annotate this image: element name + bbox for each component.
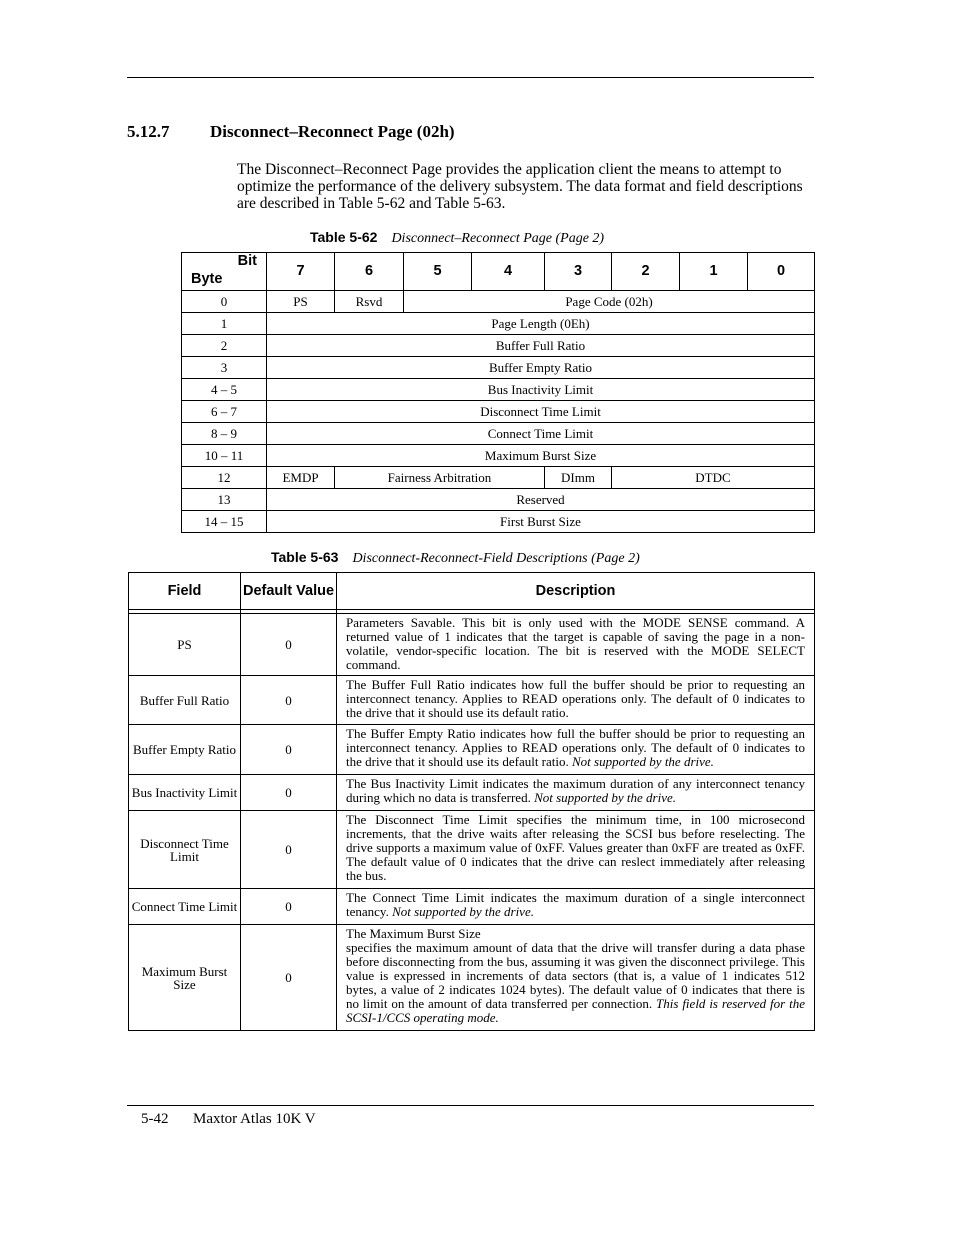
field-name: Connect Time Limit: [129, 889, 241, 925]
description-note: Not supported by the drive.: [534, 790, 676, 805]
table-row: [182, 291, 815, 313]
field-name: Buffer Empty Ratio: [129, 725, 241, 775]
table-63-label: Table 5-63: [271, 549, 339, 565]
description-note: Not supported by the drive.: [392, 904, 534, 919]
table-row: [182, 511, 815, 533]
bit-1: 1: [680, 253, 748, 291]
table-row: [129, 614, 815, 676]
description-text: The Connect Time Limit indicates the maximum duration of a single interconnect tenancy.: [346, 890, 805, 919]
header-row: [129, 573, 815, 610]
description-text: Parameters Savable. This bit is only used with the MODE SENSE command. A returned value of 1 indicates that the target is capable of saving the page in a non-volatile, vendor-specific location. The bit is reserved with the MODE SELECT command.: [346, 615, 805, 672]
header-rule: [127, 77, 814, 78]
description-note: This field is reserved for the SCSI-1/CCS operating mode.: [346, 996, 805, 1025]
byte-cell: 4 – 5: [182, 379, 267, 401]
table-row: [182, 489, 815, 511]
description-note: Not supported by the drive.: [572, 754, 714, 769]
field-name: Bus Inactivity Limit: [129, 775, 241, 811]
byte-cell: 1: [182, 313, 267, 335]
table-63-caption: [271, 549, 640, 567]
table-row: [182, 313, 815, 335]
table-row: [182, 335, 815, 357]
description-header: Description: [337, 573, 815, 610]
field-cell: Connect Time Limit: [267, 423, 815, 445]
bit-byte-corner: [182, 253, 267, 291]
table-row: [182, 423, 815, 445]
byte-cell: 0: [182, 291, 267, 313]
table-row: [182, 379, 815, 401]
byte-cell: 8 – 9: [182, 423, 267, 445]
ps-cell: PS: [267, 291, 335, 313]
table-row: [129, 811, 815, 889]
description-text: The Bus Inactivity Limit indicates the maximum duration of any interconnect tenancy during which no data is transferred.: [346, 776, 805, 805]
table-62-title: Disconnect–Reconnect Page (Page 2): [391, 231, 605, 246]
field-header: Field: [129, 573, 241, 610]
bit-5: 5: [404, 253, 472, 291]
table-row: [129, 889, 815, 925]
table-62-caption: [310, 229, 604, 247]
disconnect-reconnect-page-table: [181, 252, 815, 533]
description-text: The Buffer Full Ratio indicates how full the buffer should be prior to requesting an interconnect tenancy. Applies to READ operations only. The default of 0 indicates to the drive that it should use its default ratio.: [346, 677, 805, 720]
byte-cell: 10 – 11: [182, 445, 267, 467]
description-text: The Disconnect Time Limit specifies the minimum time, in 100 microsecond increments, that the drive waits after releasing the SCSI bus before reselecting. The drive supports a maximum value of 0xFF. Values greater than 0xFF are treated as 0xFF. The default value of 0 indicates that the drive can reslect immediately after releasing the bus.: [346, 812, 805, 883]
table-row: [182, 467, 815, 489]
description: [337, 925, 815, 1031]
default-value: 0: [241, 614, 337, 676]
default-value: 0: [241, 676, 337, 725]
field-descriptions-table: [128, 572, 815, 1031]
table-row: [129, 775, 815, 811]
table-63-title: Disconnect-Reconnect-Field Descriptions (Page 2): [352, 551, 640, 566]
intro-paragraph: The Disconnect–Reconnect Page provides the application client the means to attempt to optimize the performance of the delivery subsystem. The data format and field descriptions are described in Table 5-62 and Table 5-63.: [237, 161, 803, 212]
field-name: Maximum Burst Size: [129, 925, 241, 1031]
section-number: 5.12.7: [127, 122, 170, 141]
bit-6: 6: [335, 253, 404, 291]
fairness-arbitration-cell: Fairness Arbitration: [335, 467, 545, 489]
table-row: [129, 925, 815, 1031]
table-62-label: Table 5-62: [310, 229, 378, 245]
description-text: The Buffer Empty Ratio indicates how full the buffer should be prior to requesting an interconnect tenancy. Applies to READ operations only. The default of 0 indicates to the drive that it should use its default ratio.: [346, 726, 805, 769]
dimm-cell: DImm: [545, 467, 612, 489]
bit-3: 3: [545, 253, 612, 291]
rsvd-cell: Rsvd: [335, 291, 404, 313]
section-title: Disconnect–Reconnect Page (02h): [210, 122, 455, 141]
table-row: [129, 676, 815, 725]
table-row: [129, 725, 815, 775]
byte-cell: 14 – 15: [182, 511, 267, 533]
field-cell: Page Length (0Eh): [267, 313, 815, 335]
byte-cell: 6 – 7: [182, 401, 267, 423]
field-cell: Buffer Full Ratio: [267, 335, 815, 357]
section-heading: [127, 122, 455, 142]
page-number: 5-42: [141, 1111, 169, 1127]
description: [337, 775, 815, 811]
description: [337, 614, 815, 676]
field-name: Buffer Full Ratio: [129, 676, 241, 725]
default-value: 0: [241, 811, 337, 889]
byte-cell: 2: [182, 335, 267, 357]
emdp-cell: EMDP: [267, 467, 335, 489]
byte-cell: 13: [182, 489, 267, 511]
field-cell: Buffer Empty Ratio: [267, 357, 815, 379]
byte-cell: 12: [182, 467, 267, 489]
default-value: 0: [241, 925, 337, 1031]
field-cell: Disconnect Time Limit: [267, 401, 815, 423]
field-cell: Reserved: [267, 489, 815, 511]
description: [337, 889, 815, 925]
page-footer: [141, 1111, 316, 1128]
bit-header-row: [182, 253, 815, 291]
bit-4: 4: [472, 253, 545, 291]
description-title: The Maximum Burst Size: [346, 926, 481, 941]
field-name: Disconnect Time Limit: [129, 811, 241, 889]
page-code-cell: Page Code (02h): [404, 291, 815, 313]
description: [337, 811, 815, 889]
description: [337, 676, 815, 725]
description-text: specifies the maximum amount of data that the drive will transfer during a data phase before disconnecting from the bus, assuming it was given the disconnect privilege. This value is expressed in increments of data sectors (that is, a value of 1 indicates 512 bytes, a value of 2 indicates 1024 bytes). The default value of 0 indicates that there is no limit on the amount of data transferred per connection.: [346, 940, 805, 1011]
bit-label: Bit: [237, 253, 257, 269]
field-cell: Bus Inactivity Limit: [267, 379, 815, 401]
bit-7: 7: [267, 253, 335, 291]
byte-label: Byte: [191, 271, 223, 287]
footer-rule: [127, 1105, 814, 1106]
table-row: [182, 357, 815, 379]
dtdc-cell: DTDC: [612, 467, 815, 489]
byte-cell: 3: [182, 357, 267, 379]
bit-0: 0: [748, 253, 815, 291]
table-row: [182, 401, 815, 423]
default-value: 0: [241, 775, 337, 811]
default-value: 0: [241, 889, 337, 925]
field-cell: Maximum Burst Size: [267, 445, 815, 467]
product-name: Maxtor Atlas 10K V: [193, 1111, 316, 1127]
field-cell: First Burst Size: [267, 511, 815, 533]
default-value-header: Default Value: [241, 573, 337, 610]
default-value: 0: [241, 725, 337, 775]
table-row: [182, 445, 815, 467]
field-name: PS: [129, 614, 241, 676]
description: [337, 725, 815, 775]
bit-2: 2: [612, 253, 680, 291]
